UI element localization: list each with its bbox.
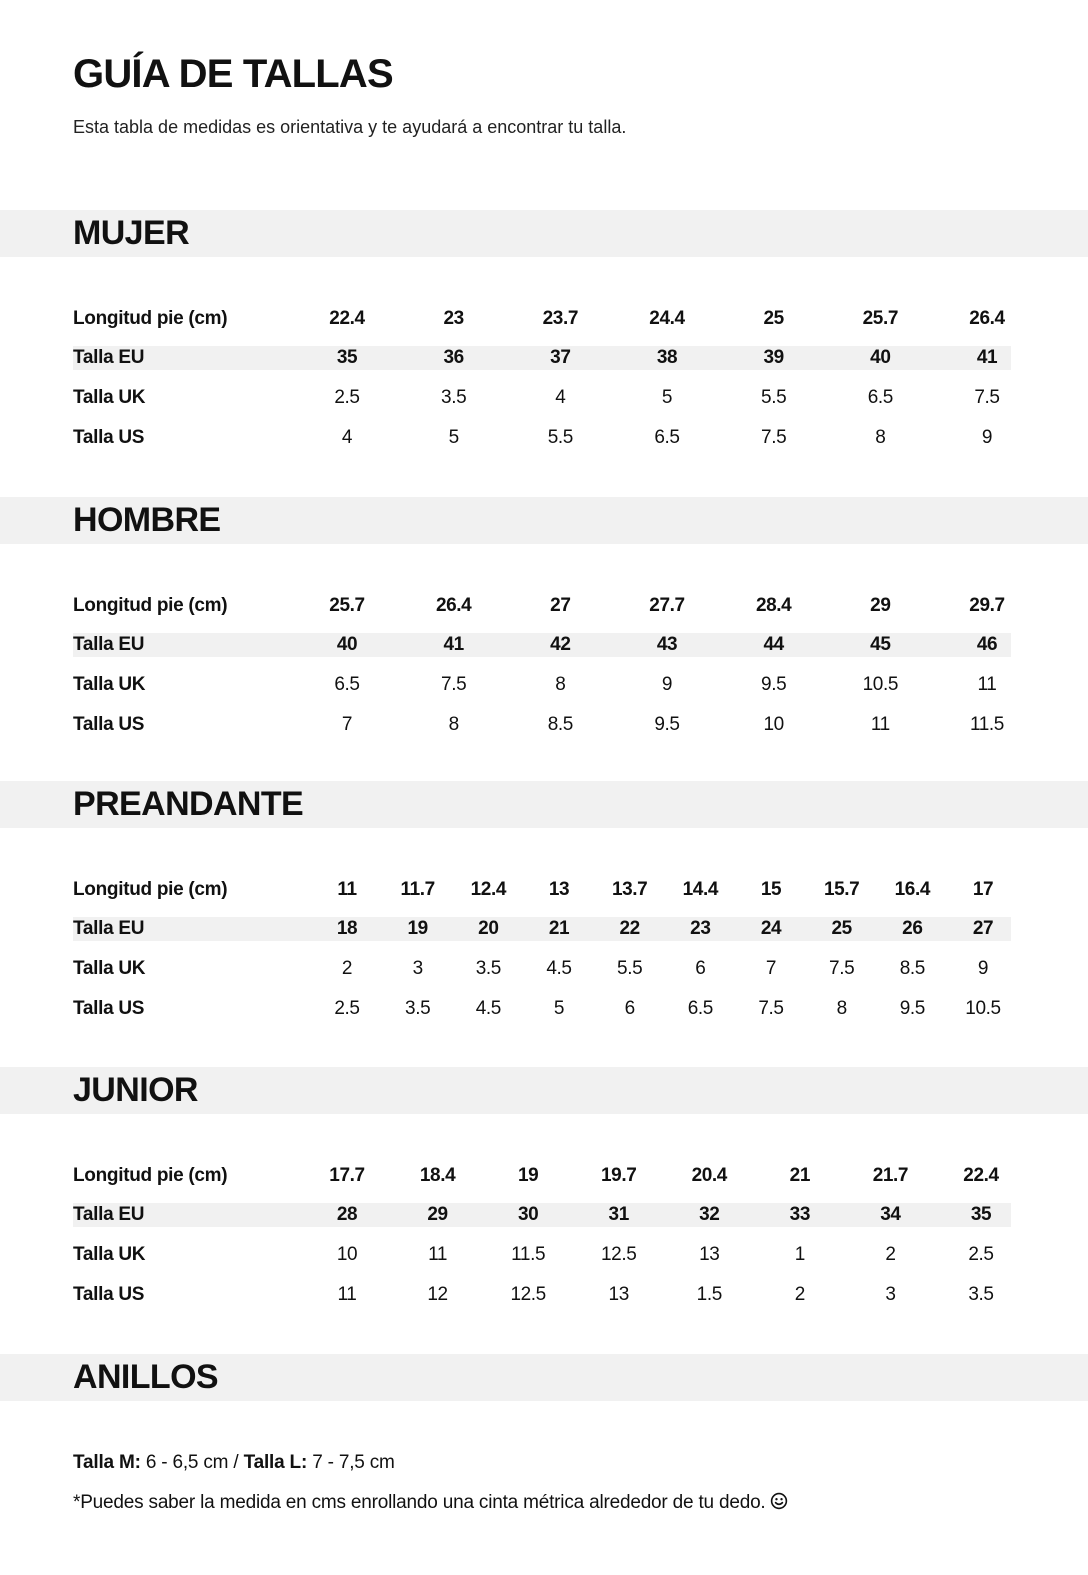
size-cell: 3.5	[475, 958, 501, 979]
size-cell: 17	[972, 879, 994, 900]
size-cell: 4	[555, 387, 566, 408]
size-row-eu	[73, 917, 1011, 941]
size-cell: 43	[656, 634, 678, 655]
size-row-uk	[73, 957, 1011, 981]
size-cell: 5	[661, 387, 673, 408]
smiley-icon	[770, 1492, 788, 1510]
row-label: Talla UK	[73, 387, 146, 408]
size-cell: 11	[337, 879, 357, 900]
row-label: Talla UK	[73, 1244, 146, 1265]
size-cell: 8.5	[899, 958, 925, 979]
size-cell: 12	[427, 1284, 448, 1305]
size-row-us	[73, 713, 1011, 737]
size-cell: 2.5	[968, 1244, 994, 1265]
size-row-eu	[73, 633, 1011, 657]
size-cell: 10.5	[862, 674, 899, 695]
row-label: Talla US	[73, 427, 145, 448]
page-title: GUÍA DE TALLAS	[73, 52, 393, 96]
ring-sizes-line	[73, 1451, 395, 1475]
size-cell: 11.7	[400, 879, 435, 900]
size-cell: 11.5	[970, 714, 1004, 735]
size-cell: 8	[448, 714, 459, 735]
size-cell: 11	[337, 1284, 357, 1305]
size-row-foot	[73, 307, 1011, 331]
size-cell: 1	[794, 1244, 805, 1265]
size-cell: 7.5	[829, 958, 855, 979]
row-label: Talla US	[73, 998, 145, 1019]
size-cell: 23	[443, 308, 464, 329]
size-row-foot	[73, 878, 1011, 902]
size-cell: 5.5	[761, 387, 787, 408]
size-cell: 5.5	[617, 958, 643, 979]
size-cell: 9.5	[761, 674, 787, 695]
size-cell: 41	[976, 347, 998, 368]
row-label: Talla US	[73, 1284, 145, 1305]
row-label: Longitud pie (cm)	[73, 1165, 228, 1186]
size-cell: 42	[550, 634, 571, 655]
size-cell: 11	[428, 1244, 448, 1265]
size-cell: 20	[478, 918, 499, 939]
size-row-uk	[73, 386, 1011, 410]
size-cell: 21	[789, 1165, 811, 1186]
size-cell: 6.5	[334, 674, 360, 695]
section-title-hombre: HOMBRE	[73, 501, 221, 539]
size-cell: 14.4	[682, 879, 719, 900]
size-cell: 8	[836, 998, 847, 1019]
size-cell: 5	[553, 998, 565, 1019]
size-cell: 2	[885, 1244, 896, 1265]
size-cell: 7.5	[974, 387, 1000, 408]
row-label: Talla EU	[73, 347, 145, 368]
size-cell: 9	[661, 674, 673, 695]
size-cell: 12.5	[510, 1284, 546, 1305]
size-cell: 29	[870, 595, 891, 616]
size-cell: 29	[427, 1204, 448, 1225]
size-cell: 20.4	[691, 1165, 727, 1186]
size-cell: 11.5	[511, 1244, 546, 1265]
size-cell: 9.5	[899, 998, 925, 1019]
size-cell: 7.5	[758, 998, 784, 1019]
size-cell: 25	[763, 308, 784, 329]
size-cell: 26.4	[969, 308, 1005, 329]
size-cell: 28.4	[755, 595, 792, 616]
row-label: Talla EU	[73, 1204, 145, 1225]
size-cell: 23.7	[542, 308, 579, 329]
row-label: Talla UK	[73, 674, 146, 695]
ring-note-text: *Puedes saber la medida en cms enrollando una cinta métrica alrededor de tu dedo.	[73, 1492, 766, 1513]
size-cell: 18.4	[419, 1165, 456, 1186]
size-cell: 9	[981, 427, 993, 448]
size-cell: 12.5	[601, 1244, 637, 1265]
size-cell: 35	[970, 1204, 992, 1225]
size-cell: 5.5	[547, 427, 573, 448]
ring-size-l-label: Talla L:	[243, 1452, 308, 1473]
size-cell: 11	[977, 674, 997, 695]
size-cell: 37	[550, 347, 571, 368]
size-cell: 10	[336, 1244, 358, 1265]
size-cell: 41	[443, 634, 464, 655]
size-cell: 21	[548, 918, 570, 939]
size-cell: 23	[690, 918, 711, 939]
size-cell: 32	[699, 1204, 720, 1225]
size-cell: 3.5	[405, 998, 431, 1019]
size-cell: 6.5	[687, 998, 713, 1019]
size-cell: 8	[555, 674, 566, 695]
size-cell: 18	[336, 918, 358, 939]
size-row-us	[73, 426, 1011, 450]
size-row-us	[73, 1283, 1011, 1307]
size-cell: 2	[341, 958, 353, 979]
size-row-eu	[73, 346, 1011, 370]
row-label: Talla EU	[73, 634, 145, 655]
size-cell: 27	[972, 918, 994, 939]
size-cell: 19	[407, 918, 428, 939]
size-cell: 3	[412, 958, 423, 979]
size-cell: 19.7	[601, 1165, 637, 1186]
size-cell: 13.7	[611, 879, 648, 900]
size-cell: 25	[831, 918, 852, 939]
size-cell: 6	[624, 998, 635, 1019]
row-label: Talla US	[73, 714, 145, 735]
row-label: Longitud pie (cm)	[73, 879, 228, 900]
page-subtitle: Esta tabla de medidas es orientativa y te ayudará a encontrar tu talla.	[73, 117, 627, 137]
size-cell: 8.5	[547, 714, 573, 735]
row-label: Longitud pie (cm)	[73, 595, 228, 616]
size-cell: 40	[870, 347, 891, 368]
size-cell: 4.5	[475, 998, 501, 1019]
size-cell: 26	[902, 918, 923, 939]
size-cell: 21.7	[872, 1165, 909, 1186]
size-cell: 3	[885, 1284, 896, 1305]
size-cell: 38	[656, 347, 678, 368]
size-cell: 25.7	[862, 308, 899, 329]
size-cell: 45	[870, 634, 891, 655]
size-cell: 15.7	[823, 879, 860, 900]
size-row-uk	[73, 673, 1011, 697]
size-cell: 9	[977, 958, 989, 979]
ring-size-m-value: 6 - 6,5 cm	[145, 1452, 229, 1473]
ring-size-m-label: Talla M:	[73, 1452, 141, 1473]
size-row-foot	[73, 594, 1011, 618]
size-cell: 35	[336, 347, 358, 368]
size-cell: 7.5	[761, 427, 787, 448]
size-row-uk	[73, 1243, 1011, 1267]
size-cell: 6.5	[867, 387, 893, 408]
size-cell: 10	[763, 714, 784, 735]
size-cell: 15	[760, 879, 782, 900]
size-cell: 7	[765, 958, 777, 979]
size-cell: 19	[517, 1165, 539, 1186]
row-label: Talla EU	[73, 918, 145, 939]
size-cell: 7.5	[441, 674, 467, 695]
size-cell: 27.7	[649, 595, 685, 616]
size-cell: 2	[794, 1284, 805, 1305]
size-cell: 29.7	[969, 595, 1005, 616]
size-cell: 26.4	[435, 595, 472, 616]
size-cell: 13	[548, 879, 570, 900]
size-cell: 2.5	[334, 998, 360, 1019]
size-cell: 13	[608, 1284, 629, 1305]
size-cell: 22	[619, 918, 640, 939]
size-cell: 24	[760, 918, 782, 939]
size-cell: 7	[341, 714, 353, 735]
section-title-preandante: PREANDANTE	[73, 785, 304, 823]
size-cell: 22.4	[963, 1165, 999, 1186]
size-cell: 4.5	[546, 958, 572, 979]
ring-measure-note	[73, 1491, 788, 1515]
size-cell: 28	[336, 1204, 358, 1225]
size-cell: 4	[341, 427, 353, 448]
size-cell: 11	[870, 714, 890, 735]
size-cell: 46	[976, 634, 998, 655]
size-cell: 3.5	[441, 387, 467, 408]
size-cell: 12.4	[470, 879, 507, 900]
size-row-foot	[73, 1164, 1011, 1188]
size-cell: 3.5	[968, 1284, 994, 1305]
size-cell: 5	[448, 427, 459, 448]
size-cell: 1.5	[696, 1284, 722, 1305]
ring-size-l-value: 7 - 7,5 cm	[312, 1452, 395, 1473]
size-cell: 16.4	[894, 879, 931, 900]
size-cell: 39	[763, 347, 784, 368]
size-cell: 31	[608, 1204, 629, 1225]
size-cell: 22.4	[329, 308, 365, 329]
row-label: Longitud pie (cm)	[73, 308, 228, 329]
size-cell: 33	[789, 1204, 811, 1225]
size-cell: 34	[880, 1204, 901, 1225]
size-cell: 30	[517, 1204, 539, 1225]
section-title-anillos: ANILLOS	[73, 1358, 219, 1396]
size-cell: 8	[875, 427, 886, 448]
size-cell: 6.5	[654, 427, 680, 448]
row-label: Talla UK	[73, 958, 146, 979]
size-row-us	[73, 997, 1011, 1021]
size-cell: 6	[695, 958, 706, 979]
size-cell: 36	[443, 347, 464, 368]
section-title-mujer: MUJER	[73, 214, 190, 252]
size-row-eu	[73, 1203, 1011, 1227]
size-cell: 24.4	[649, 308, 685, 329]
size-cell: 2.5	[334, 387, 360, 408]
size-cell: 9.5	[654, 714, 680, 735]
ring-size-separator: /	[233, 1452, 239, 1473]
size-cell: 13	[699, 1244, 720, 1265]
size-cell: 10.5	[965, 998, 1001, 1019]
size-cell: 40	[336, 634, 358, 655]
size-cell: 25.7	[329, 595, 365, 616]
size-cell: 27	[550, 595, 571, 616]
size-cell: 17.7	[329, 1165, 365, 1186]
size-cell: 44	[763, 634, 784, 655]
section-title-junior: JUNIOR	[73, 1071, 198, 1109]
